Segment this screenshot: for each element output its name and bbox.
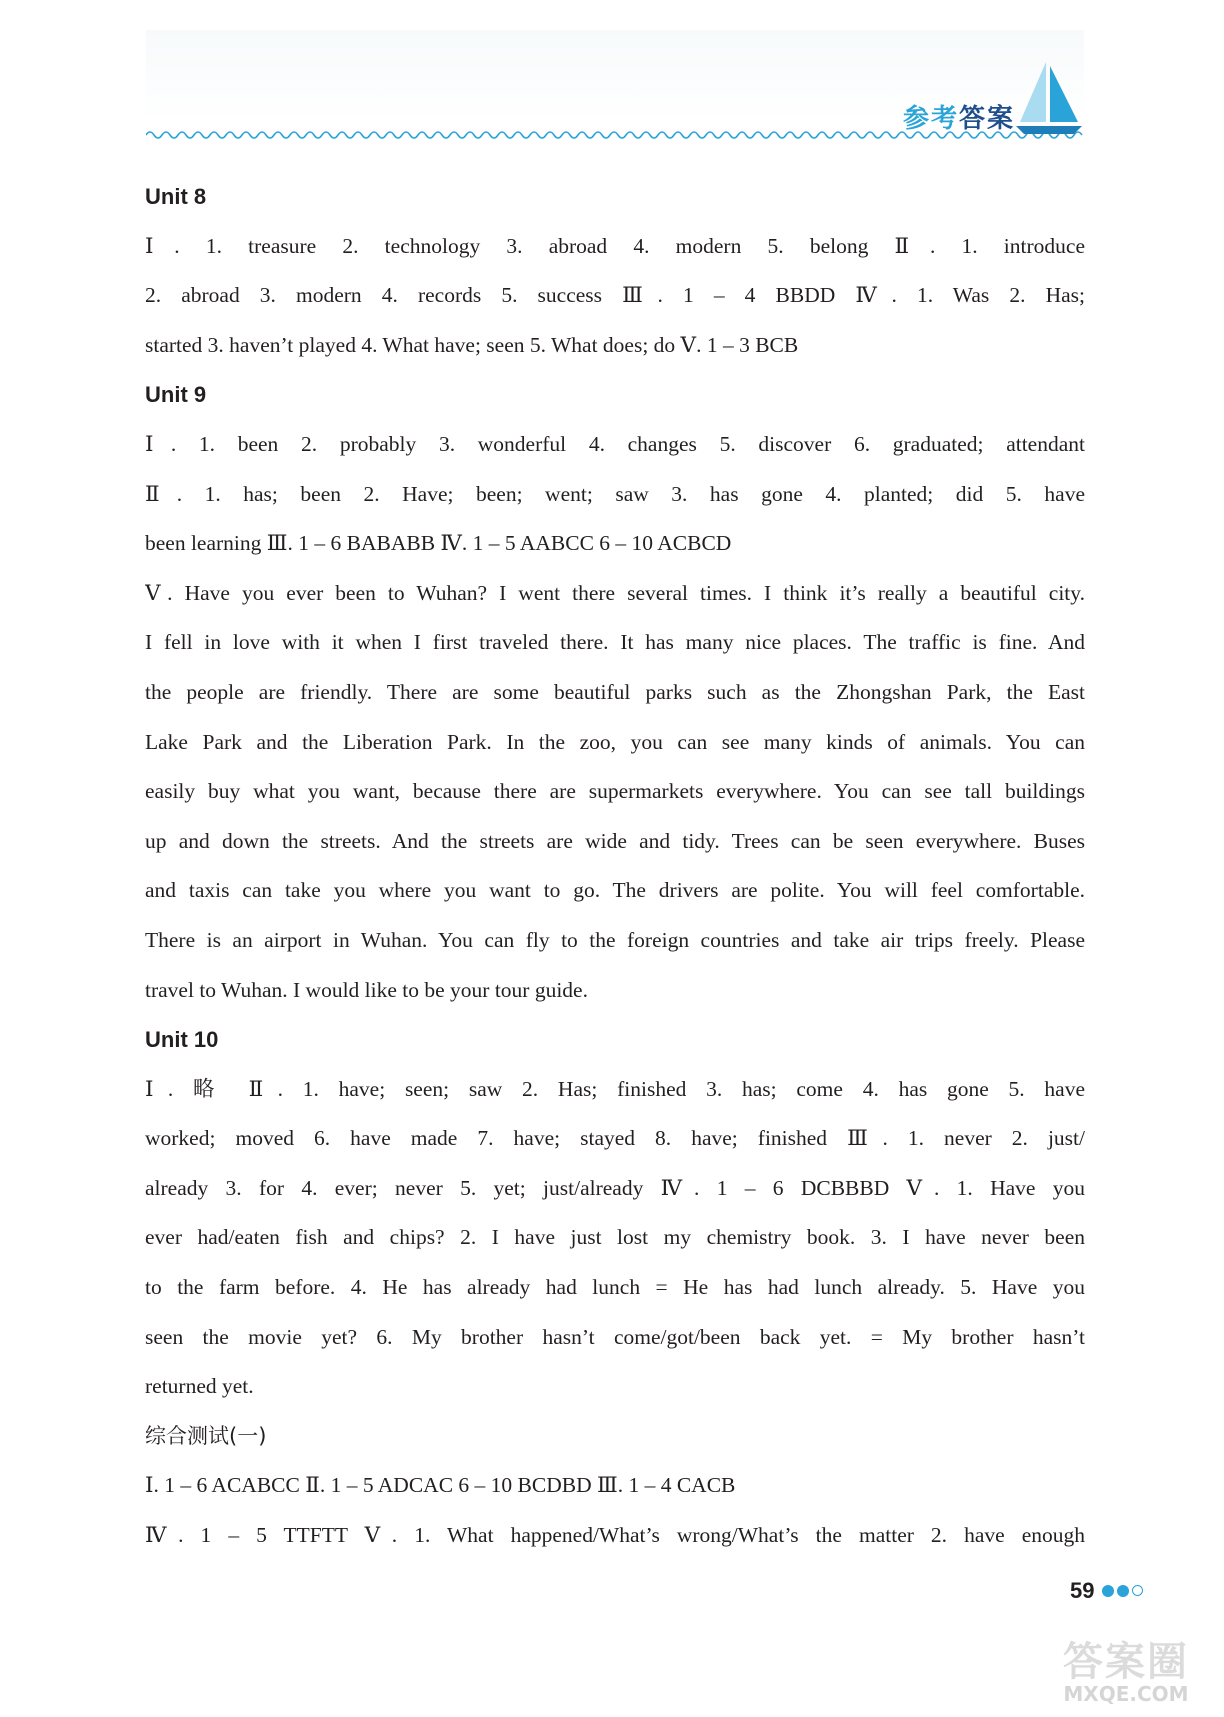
page-dots-icon: [1102, 1585, 1146, 1603]
dot-filled: [1102, 1585, 1114, 1597]
section-heading-unit-10: Unit 10: [145, 1027, 219, 1053]
sailboat-icon: [1016, 60, 1082, 136]
answer-line: 2. abroad 3. modern 4. records 5. success Ⅲ. 1 – 4 BBDD Ⅳ. 1. Was 2. Has;: [145, 283, 1085, 308]
answer-line: started 3. haven’t played 4. What have; seen 5. What does; do Ⅴ. 1 – 3 BCB: [145, 332, 799, 357]
answer-line: Lake Park and the Liberation Park. In the zoo, you can see many kinds of animals. You can: [145, 729, 1085, 754]
answer-line: Ⅳ. 1 – 5 TTFTT Ⅴ. 1. What happened/What’s wrong/What’s the matter 2. have enough: [145, 1523, 1085, 1548]
answer-line: worked; moved 6. have made 7. have; stayed 8. have; finished Ⅲ. 1. never 2. just/: [145, 1126, 1085, 1151]
section-heading-unit-9: Unit 9: [145, 382, 207, 408]
header-title-part1: 参: [903, 104, 932, 134]
answer-line: and taxis can take you where you want to go. The drivers are polite. You will feel comfortable.: [145, 878, 1085, 903]
answer-line: I fell in love with it when I first traveled there. It has many nice places. The traffic is fine. And: [145, 630, 1085, 655]
answer-line: easily buy what you want, because there are supermarkets everywhere. You can see tall buildings: [145, 779, 1085, 804]
answer-content: [145, 172, 1085, 1561]
watermark: [1040, 1630, 1212, 1710]
dot-filled: [1117, 1585, 1129, 1597]
answer-line: Ⅴ. Have you ever been to Wuhan? I went there several times. I think it’s really a beautiful city.: [145, 580, 1085, 605]
answer-line: up and down the streets. And the streets are wide and tidy. Trees can be seen everywhere. Buses: [145, 828, 1085, 853]
answer-line: the people are friendly. There are some beautiful parks such as the Zhongshan Park, the East: [145, 679, 1085, 704]
answer-line: to the farm before. 4. He has already had lunch = He has had lunch already. 5. Have you: [145, 1275, 1085, 1300]
header-title-part2: 考: [931, 104, 960, 134]
answer-line: ever had/eaten fish and chips? 2. I have just lost my chemistry book. 3. I have never been: [145, 1225, 1085, 1250]
dot-hollow: [1132, 1585, 1143, 1596]
answer-line: seen the movie yet? 6. My brother hasn’t come/got/been back yet. = My brother hasn’t: [145, 1324, 1085, 1349]
answer-line: Ⅰ. 1. been 2. probably 3. wonderful 4. changes 5. discover 6. graduated; attendant: [145, 431, 1085, 456]
header-title-part3: 答案: [959, 104, 1016, 134]
section-heading-unit-8: Unit 8: [145, 184, 207, 209]
watermark-logo: 答案圈: [1063, 1639, 1189, 1685]
answer-line: been learning Ⅲ. 1 – 6 BABABB Ⅳ. 1 – 5 AABCC 6 – 10 ACBCD: [145, 531, 732, 556]
answer-line: Ⅰ. 1 – 6 ACABCC Ⅱ. 1 – 5 ADCAC 6 – 10 BCDBD Ⅲ. 1 – 4 CACB: [145, 1473, 736, 1498]
answer-line: already 3. for 4. ever; never 5. yet; just/already Ⅳ. 1 – 6 DCBBBD Ⅴ. 1. Have you: [145, 1175, 1085, 1200]
watermark-url: MXQE.COM: [1063, 1682, 1189, 1706]
answer-line: returned yet.: [145, 1374, 254, 1399]
section-heading-comprehensive-test-1: 综合测试(一): [145, 1423, 267, 1448]
answer-line: Ⅰ. 略 Ⅱ. 1. have; seen; saw 2. Has; finished 3. has; come 4. has gone 5. have: [145, 1076, 1085, 1101]
answer-line: Ⅰ. 1. treasure 2. technology 3. abroad 4. modern 5. belong Ⅱ. 1. introduce: [145, 233, 1085, 258]
answer-line: Ⅱ. 1. has; been 2. Have; been; went; saw 3. has gone 4. planted; did 5. have: [145, 481, 1085, 506]
answer-line: travel to Wuhan. I would like to be your tour guide.: [145, 977, 588, 1002]
answer-line: There is an airport in Wuhan. You can fly to the foreign countries and take air trips freely. Please: [145, 927, 1085, 952]
header-title: [903, 98, 1015, 135]
page-number: 59: [1070, 1578, 1095, 1603]
